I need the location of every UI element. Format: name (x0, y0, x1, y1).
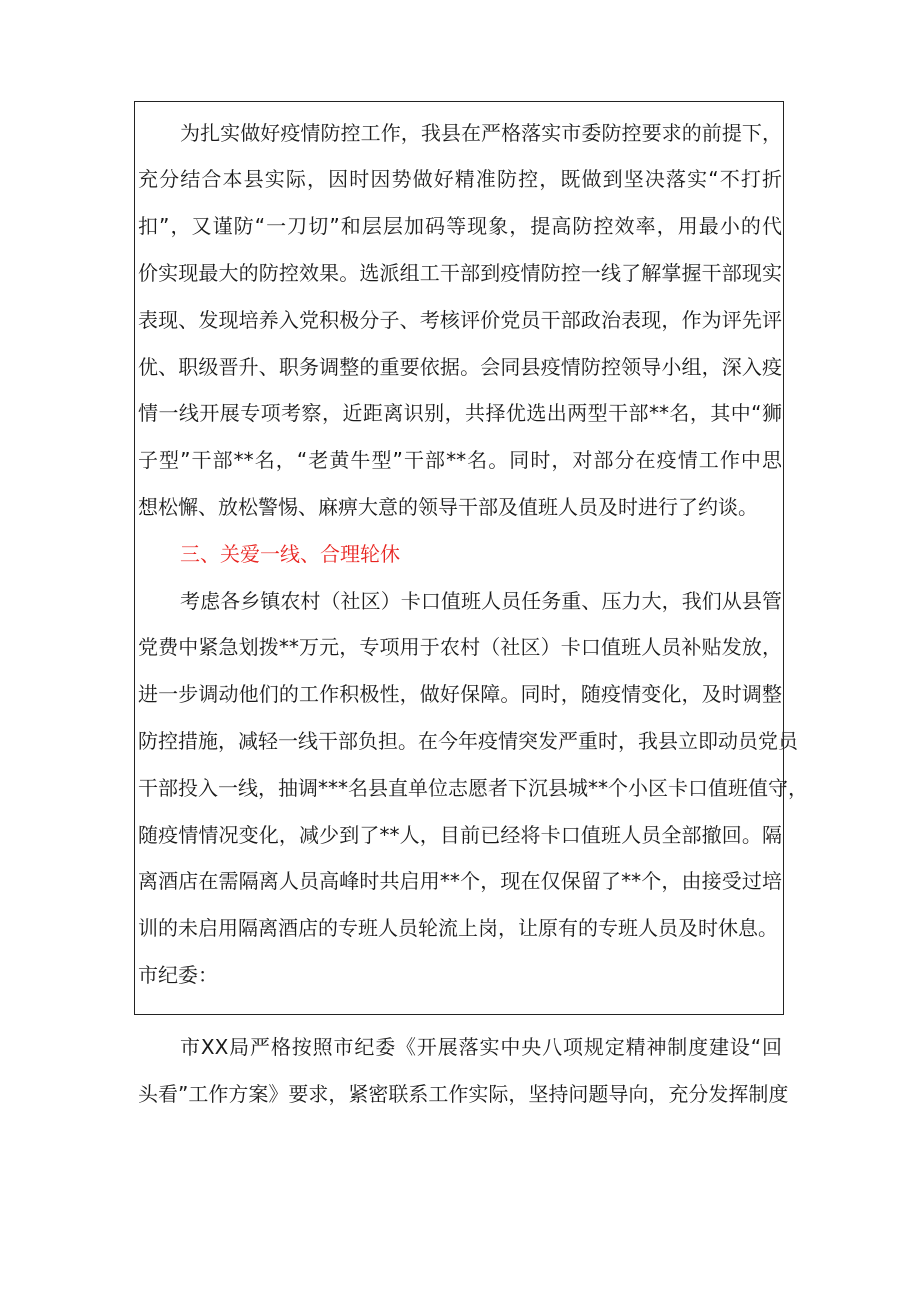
paragraph-line: 进一步调动他们的工作积极性，做好保障。同时，随疫情变化，及时调整 (138, 682, 782, 706)
paragraph-line: 党费中紧急划拨**万元，专项用于农村（社区）卡口值班人员补贴发放， (138, 635, 782, 659)
box-label: 市纪委： (138, 963, 218, 987)
paragraph-line: 情一线开展专项考察，近距离识别，共择优选出两型干部**名，其中“狮 (138, 401, 782, 425)
paragraph-line: 优、职级晋升、职务调整的重要依据。会同县疫情防控领导小组，深入疫 (138, 355, 782, 379)
paragraph-line: 考虑各乡镇农村（社区）卡口值班人员任务重、压力大，我们从县管 (180, 589, 782, 613)
paragraph-line: 离酒店在需隔离人员高峰时共启用**个，现在仅保留了**个，由接受过培 (138, 869, 782, 893)
paragraph-line: 头看”工作方案》要求，紧密联系工作实际，坚持问题导向，充分发挥制度 (138, 1082, 789, 1106)
paragraph-line: 价实现最大的防控效果。选派组工干部到疫情防控一线了解掌握干部现实 (138, 261, 782, 285)
paragraph-line: 干部投入一线，抽调***名县直单位志愿者下沉县城**个小区卡口值班值守， (138, 776, 808, 800)
paragraph-line: 为扎实做好疫情防控工作，我县在严格落实市委防控要求的前提下， (180, 121, 782, 145)
paragraph-line: 随疫情情况变化，减少到了**人，目前已经将卡口值班人员全部撤回。隔 (138, 823, 782, 847)
paragraph-line: 市XX局严格按照市纪委《开展落实中央八项规定精神制度建设“回 (180, 1035, 782, 1059)
section-heading: 三、关爱一线、合理轮休 (180, 542, 400, 566)
paragraph-line: 想松懈、放松警惕、麻痹大意的领导干部及值班人员及时进行了约谈。 (138, 495, 758, 519)
paragraph-line: 子型”干部**名，“老黄牛型”干部**名。同时，对部分在疫情工作中思 (138, 448, 782, 472)
paragraph-line: 防控措施，减轻一线干部负担。在今年疫情突发严重时，我县立即动员党员 (138, 729, 798, 753)
paragraph-line: 扣”，又谨防“一刀切”和层层加码等现象，提高防控效率，用最小的代 (138, 214, 782, 238)
paragraph-line: 充分结合本县实际，因时因势做好精准防控，既做到坚决落实“不打折 (138, 167, 782, 191)
paragraph-line: 训的未启用隔离酒店的专班人员轮流上岗，让原有的专班人员及时休息。 (138, 916, 778, 940)
paragraph-line: 表现、发现培养入党积极分子、考核评价党员干部政治表现，作为评先评 (138, 308, 782, 332)
